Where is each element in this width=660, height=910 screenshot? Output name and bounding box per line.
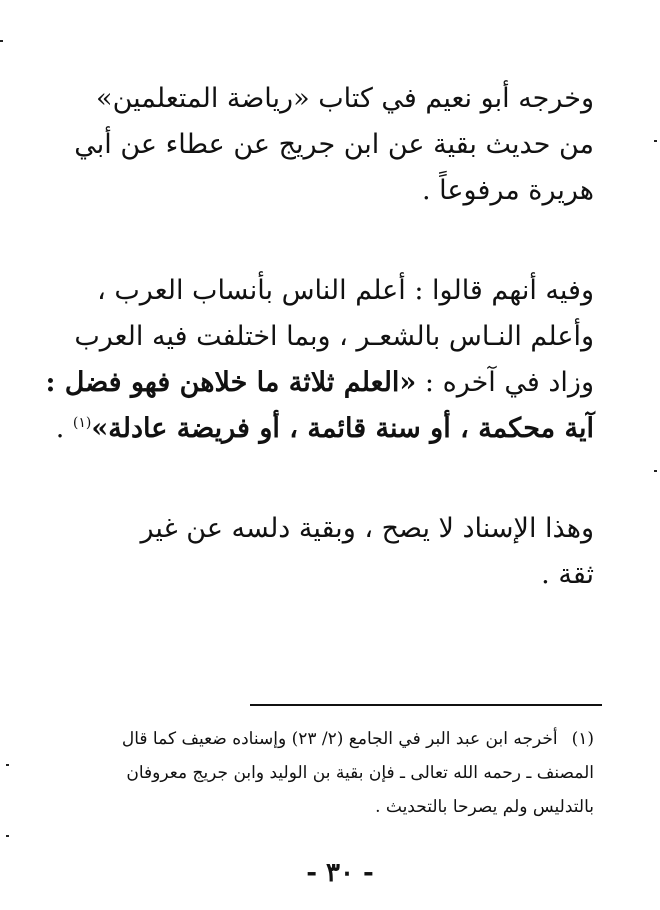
footnote-marker: (١) <box>571 729 594 749</box>
text-line: ثقة . <box>541 559 594 590</box>
text-line: وفيه أنهم قالوا : أعلم الناس بأنساب العرب ، <box>97 275 594 306</box>
text-line: وأعلم النـاس بالشعـر ، وبما اختلفت فيه العرب <box>74 321 594 352</box>
text-line: هريرة مرفوعاً . <box>422 175 594 206</box>
footnote-line <box>84 722 594 756</box>
margin-mark <box>654 470 657 472</box>
paragraph-3 <box>94 506 594 598</box>
text-line: من حديث بقية عن ابن جريج عن عطاء عن أبي <box>74 129 594 160</box>
footnote <box>84 722 594 824</box>
margin-mark <box>654 140 657 142</box>
footnote-reference[interactable]: (١) <box>72 415 92 431</box>
margin-mark <box>6 764 9 766</box>
margin-mark <box>6 835 9 837</box>
footnote-text: أخرجه ابن عبد البر في الجامع (٢/ ٢٣) وإسناده ضعيف كما قال <box>121 729 558 749</box>
page-number: - ٣٠ - <box>306 858 374 888</box>
paragraph-2 <box>45 268 594 452</box>
footnote-line: بالتدليس ولم يصرحا بالتحديث . <box>375 797 594 817</box>
text-line <box>55 406 594 452</box>
hadith-quote-start: «العلم ثلاثة ما خلاهن فهو فضل : <box>45 367 417 398</box>
text-line <box>45 360 594 406</box>
footnote-line: المصنف ـ رحمه الله تعالى ـ فإن بقية بن الوليد وابن جريج معروفان <box>126 763 594 783</box>
margin-mark <box>0 40 3 42</box>
text-line: وهذا الإسناد لا يصح ، وبقية دلسه عن غير <box>140 513 594 544</box>
hadith-quote-end: آية محكمة ، أو سنة قائمة ، أو فريضة عادلة» <box>91 413 594 444</box>
text-span: وزاد في آخره : <box>416 367 594 398</box>
paragraph-1 <box>74 76 594 214</box>
text-line: وخرجه أبو نعيم في كتاب «رياضة المتعلمين» <box>96 83 594 114</box>
footnote-separator <box>250 704 602 706</box>
end-punctuation: . <box>55 413 73 444</box>
